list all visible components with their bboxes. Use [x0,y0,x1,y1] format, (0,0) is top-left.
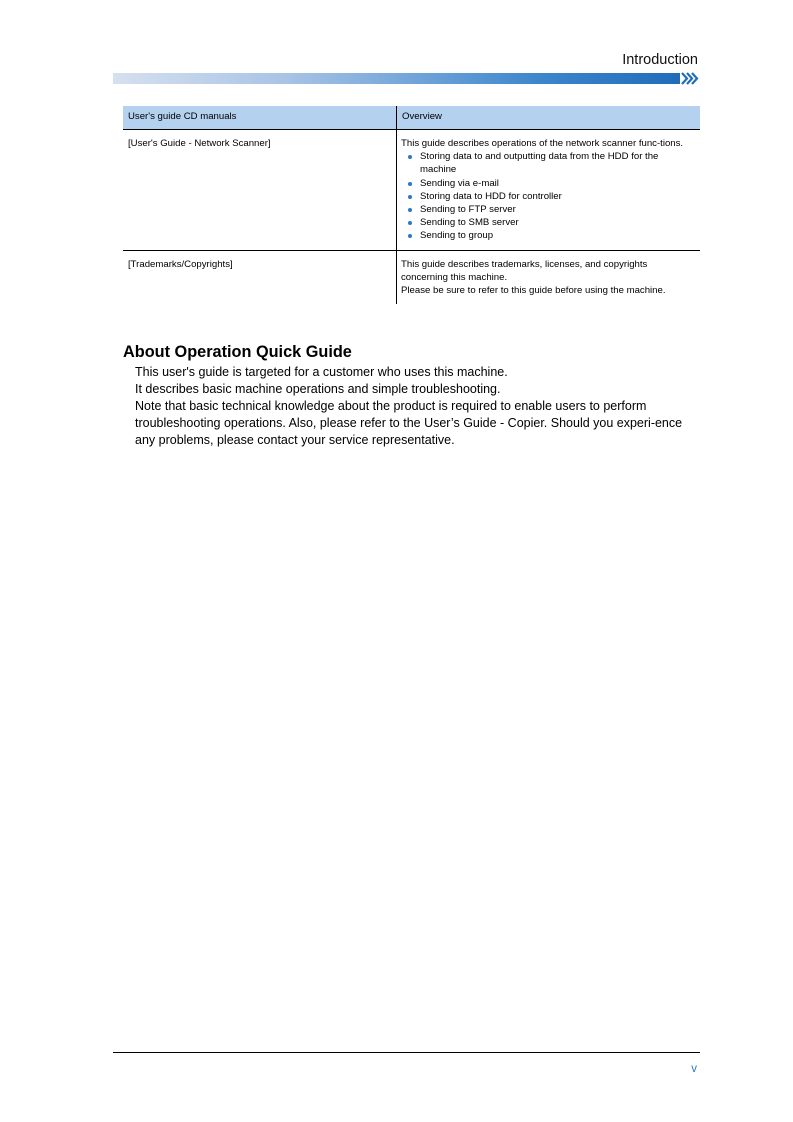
list-item: Sending via e-mail [407,177,695,190]
paragraph: Note that basic technical knowledge about the product is required to enable users to perform troubleshooting operations. Also, please refer to the User’s Guide - Copier. Should you experi-ence any problems, please contact your service representative. [135,399,683,447]
page-number: v [691,1063,697,1075]
list-item: Sending to SMB server [407,216,695,229]
overview-text: This guide describes operations of the network scanner func-tions. [401,138,684,149]
list-item: Storing data to HDD for controller [407,190,695,203]
list-item: Sending to FTP server [407,203,695,216]
overview-text: This guide describes trademarks, licenses, and copyrights concerning this machine. [401,258,648,283]
column-header-manuals: User's guide CD manuals [123,106,397,130]
manual-overview [397,130,701,251]
table-header-row [123,106,700,130]
manual-name: [User's Guide - Network Scanner] [123,130,397,251]
section-body [135,364,700,449]
table-row [123,250,700,304]
manuals-table [123,106,700,304]
header-gradient-bar [113,73,680,84]
overview-text: Please be sure to refer to this guide before using the machine. [401,285,666,297]
footer-divider [113,1052,700,1053]
manual-name: [Trademarks/Copyrights] [123,250,397,304]
chevron-right-icon [680,71,700,86]
table-row [123,130,700,251]
section-heading: About Operation Quick Guide [123,343,352,361]
page-header-title: Introduction [622,52,698,68]
list-item: Storing data to and outputting data from the HDD for the machine [407,150,695,176]
feature-list [401,150,695,242]
column-header-overview: Overview [397,106,701,130]
manual-overview [397,250,701,304]
paragraph: This user's guide is targeted for a customer who uses this machine. [135,365,508,379]
list-item: Sending to group [407,229,695,242]
paragraph: It describes basic machine operations and simple troubleshooting. [135,382,501,396]
